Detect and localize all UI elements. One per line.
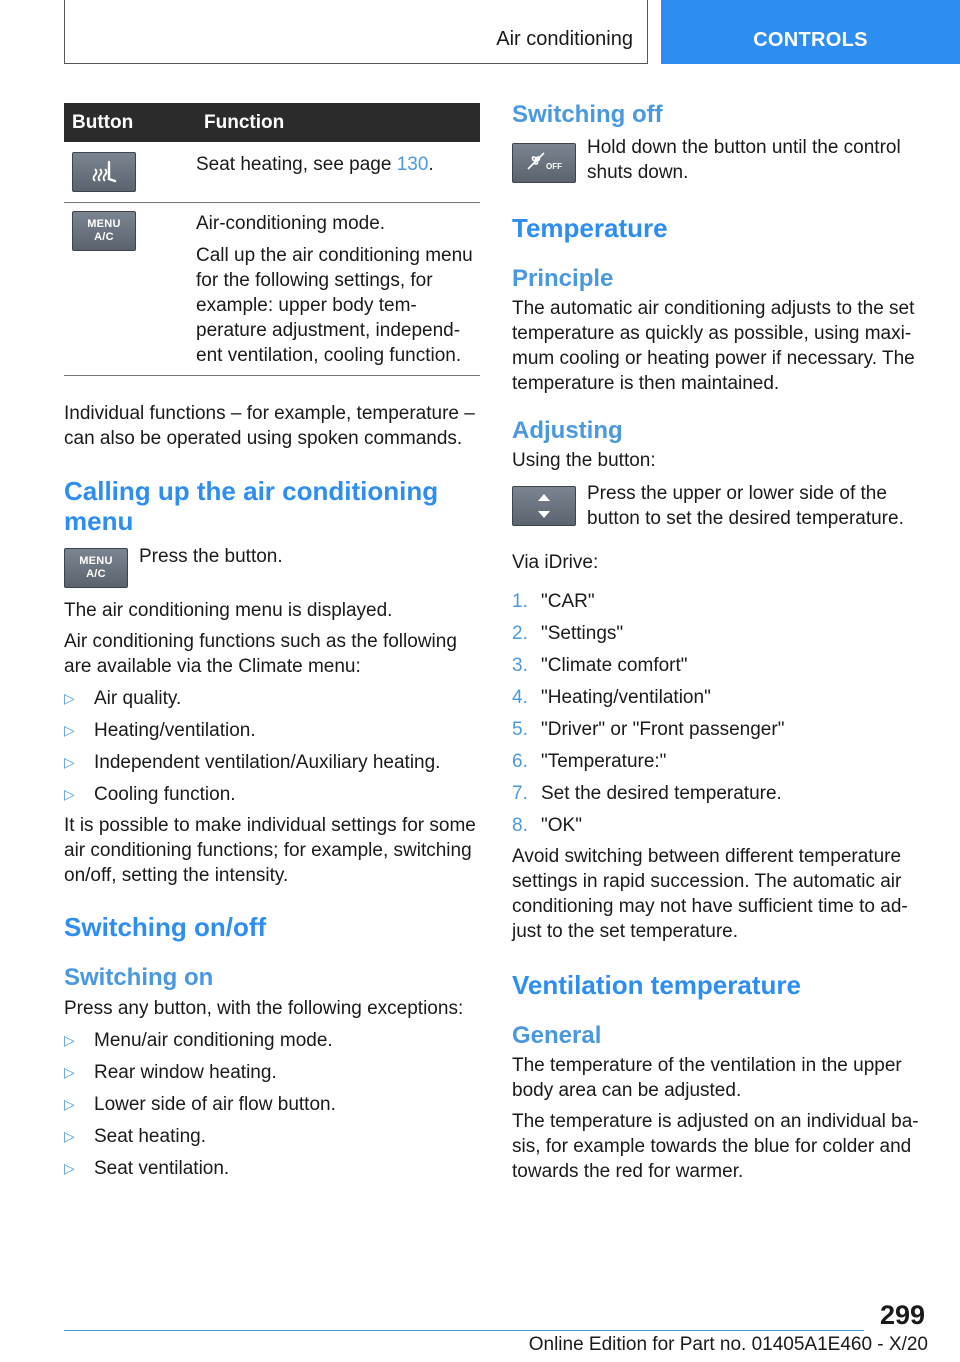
exceptions-list <box>64 1028 480 1181</box>
table-row <box>64 203 480 376</box>
menu-displayed-text: The air conditioning menu is displayed. <box>64 600 393 621</box>
triangle-bullet-icon: ▷ <box>64 1160 75 1176</box>
list-item: 7. Set the desired temperature. <box>512 783 782 804</box>
idrive-steps-list <box>512 589 922 838</box>
list-item: ▷ Cooling function. <box>64 784 236 805</box>
seat-heating-icon <box>72 152 136 192</box>
list-item: ▷ Air quality. <box>64 688 182 709</box>
general-text-1: The temperature of the ventilation in the upper body area can be adjusted. <box>512 1055 902 1101</box>
avoid-switching-text: Avoid switching between different temperature settings in rapid succession. The automatic air conditioning may not have sufficient time to ad-just to the set temperature. <box>512 846 908 942</box>
temperature-rocker-icon <box>512 486 576 526</box>
heading-calling-menu: Calling up the air conditioning menu <box>64 476 439 536</box>
footer-edition: Online Edition for Part no. 01405A1E460 - X/20 <box>528 1334 928 1355</box>
fan-off-button-icon <box>512 143 576 183</box>
triangle-bullet-icon: ▷ <box>64 690 75 706</box>
functions-intro-text: Air conditioning functions such as the following are available via the Climate menu: <box>64 631 457 677</box>
list-item: 4. "Heating/ventilation" <box>512 687 711 708</box>
list-item: 8. "OK" <box>512 815 582 836</box>
triangle-bullet-icon: ▷ <box>64 754 75 770</box>
list-item: ▷ Seat ventilation. <box>64 1158 230 1179</box>
individual-settings-text: It is possible to make individual settings for some air conditioning functions; for example, switching on/off, setting the intensity. <box>64 815 476 886</box>
list-item: ▷ Menu/air conditioning mode. <box>64 1030 333 1051</box>
table-row <box>64 142 480 203</box>
hold-down-text: Hold down the button until the control shuts down. <box>587 137 901 183</box>
seat-heating-text: Seat heating, see page 130. <box>196 154 434 175</box>
heading-adjusting: Adjusting <box>512 417 623 444</box>
list-item: 3. "Climate comfort" <box>512 655 688 676</box>
list-item: 5. "Driver" or "Front passenger" <box>512 719 785 740</box>
via-idrive-text: Via iDrive: <box>512 552 599 573</box>
triangle-bullet-icon: ▷ <box>64 1032 75 1048</box>
list-item: 1. "CAR" <box>512 591 595 612</box>
section-title: Air conditioning <box>496 28 633 50</box>
page-link[interactable]: 130 <box>396 154 429 175</box>
heading-temperature: Temperature <box>512 213 668 243</box>
triangle-bullet-icon: ▷ <box>64 722 75 738</box>
header-frame <box>64 0 648 64</box>
triangle-bullet-icon: ▷ <box>64 786 75 802</box>
menu-ac-button-icon: MENU A/C <box>72 211 136 251</box>
press-button-text: Press the button. <box>139 546 283 567</box>
general-text-2: The temperature is adjusted on an individual ba-sis, for example towards the blue for colder and towards the red for warmer. <box>512 1111 919 1182</box>
list-item: ▷ Heating/ventilation. <box>64 720 256 741</box>
page-number: 299 <box>880 1300 926 1330</box>
triangle-bullet-icon: ▷ <box>64 1064 75 1080</box>
spoken-commands-text: Individual functions – for example, temperature – can also be operated using spoken commands. <box>64 403 475 449</box>
list-item: 6. "Temperature:" <box>512 751 667 772</box>
table-header-button: Button <box>72 111 134 133</box>
ac-mode-text: Air-conditioning mode. <box>196 213 386 234</box>
chapter-tab: CONTROLS <box>661 0 960 64</box>
heading-general: General <box>512 1022 602 1049</box>
press-button-row <box>64 548 480 588</box>
ac-menu-description: Call up the air conditioning menu for the following settings, for example: upper body tem-perature adjustment, independ-ent ventilation, cooling function. <box>196 245 473 366</box>
list-item: ▷ Lower side of air flow button. <box>64 1094 336 1115</box>
table-header-function: Function <box>204 111 285 133</box>
heading-switching-on: Switching on <box>64 964 214 991</box>
svg-text:OFF: OFF <box>546 162 562 171</box>
right-column <box>512 101 922 1184</box>
heading-switching: Switching on/off <box>64 912 267 942</box>
table-header <box>64 103 480 142</box>
list-item: ▷ Rear window heating. <box>64 1062 277 1083</box>
list-item: ▷ Seat heating. <box>64 1126 206 1147</box>
climate-function-list <box>64 686 480 807</box>
principle-text: The automatic air conditioning adjusts to the set temperature as quickly as possible, using maxi-mum cooling or heating power if necessary. The temperature is then maintained. <box>512 298 915 394</box>
press-upper-text: Press the upper or lower side of the button to set the desired temperature. <box>587 483 904 529</box>
triangle-bullet-icon: ▷ <box>64 1096 75 1112</box>
adjusting-row <box>512 483 922 531</box>
heading-principle: Principle <box>512 265 614 292</box>
list-item: 2. "Settings" <box>512 623 624 644</box>
press-any-text: Press any button, with the following exceptions: <box>64 998 464 1019</box>
menu-ac-button-icon: MENU A/C <box>64 548 128 588</box>
left-column <box>64 103 480 1181</box>
list-item: ▷ Independent ventilation/Auxiliary heating. <box>64 752 441 773</box>
using-button-text: Using the button: <box>512 450 656 471</box>
heading-switching-off: Switching off <box>512 101 663 128</box>
heading-ventilation-temperature: Ventilation temperature <box>512 970 801 1000</box>
switching-off-row <box>512 137 922 185</box>
footer-divider <box>64 1330 864 1331</box>
triangle-bullet-icon: ▷ <box>64 1128 75 1144</box>
